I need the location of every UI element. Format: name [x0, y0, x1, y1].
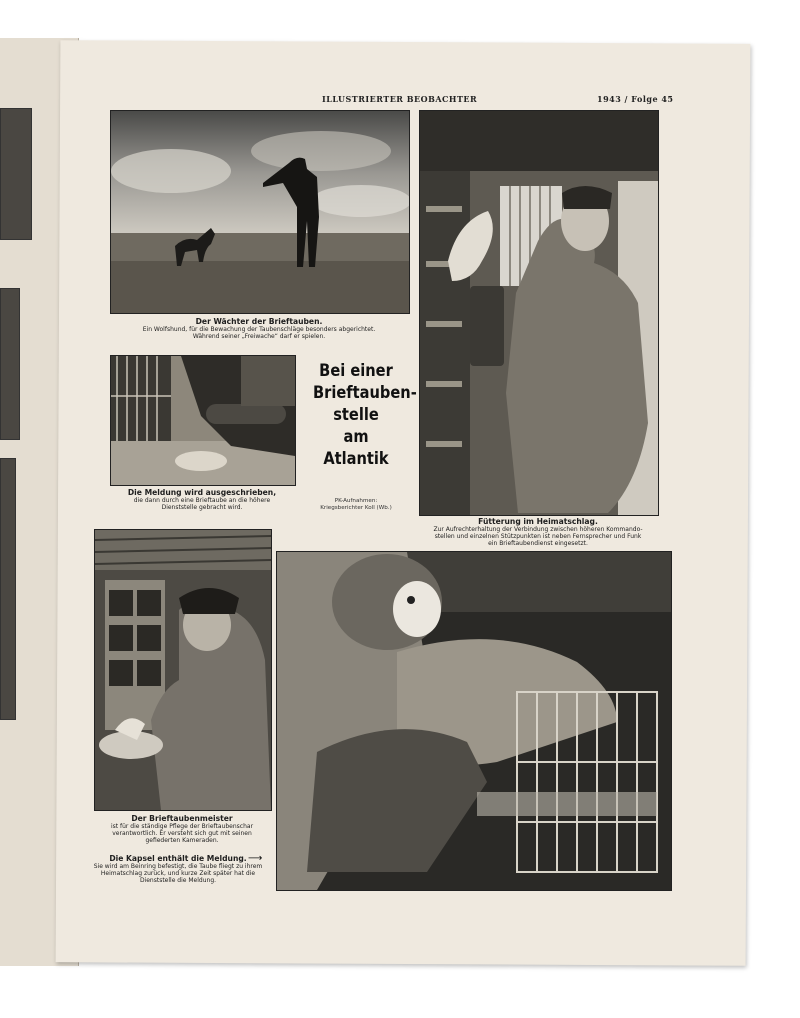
caption-capsule-line: Dienststelle die Meldung. — [139, 876, 217, 884]
arrow-icon: ⟶ — [248, 853, 263, 864]
issue-number: 1943 / Folge 45 — [597, 94, 674, 104]
caption-message-title: Die Meldung wird ausgeschrieben, — [127, 488, 277, 497]
caption-master — [94, 815, 270, 844]
caption-feeding-line: Zur Aufrechterhaltung der Verbindung zwischen höheren Kommando- — [433, 525, 643, 533]
previous-page-photo — [0, 458, 16, 720]
caption-dog-line: Ein Wolfshund, für die Bewachung der Taubenschläge besonders abgerichtet. — [142, 325, 376, 333]
previous-page-photo — [0, 288, 20, 440]
photo-pigeon-master — [94, 529, 272, 811]
caption-feeding-line: ein Brieftaubendienst eingesetzt. — [488, 539, 588, 547]
magazine-title: ILLUSTRIERTER BEOBACHTER — [322, 94, 478, 104]
caption-capsule — [86, 855, 270, 884]
caption-master-line: gefiederten Kameraden. — [145, 836, 219, 844]
caption-capsule-line: Sie wird am Beinring befestigt, die Taube fliegt zu ihrem — [93, 862, 263, 870]
caption-dog — [110, 318, 408, 341]
caption-master-line: verantwortlich. Er versteht sich gut mit seinen — [112, 829, 252, 837]
headline-line: stelle — [333, 405, 379, 426]
previous-page-photo — [0, 108, 32, 240]
article-headline — [313, 360, 417, 470]
photo-pigeon-capsule — [276, 551, 672, 891]
caption-message-line: die dann durch eine Brieftaube an die höhere — [133, 496, 271, 504]
caption-message — [110, 489, 294, 512]
headline-line: Bei einer — [319, 361, 393, 381]
caption-master-title: Der Brieftaubenmeister — [131, 814, 233, 823]
headline-line: Brieftauben- — [313, 383, 417, 404]
caption-dog-line: Während seiner „Freiwache“ darf er spielen. — [192, 332, 326, 340]
caption-feeding-line: stellen und einzelnen Stützpunkten ist neben Fernsprecher und Funk — [434, 532, 642, 540]
photo-dog-guard — [110, 110, 410, 314]
caption-capsule-title: Die Kapsel enthält die Meldung. — [109, 854, 247, 863]
photo-writing-message — [110, 355, 296, 486]
headline-line: am — [343, 427, 369, 448]
photo-feeding — [419, 110, 659, 516]
headline-line: Atlantik — [323, 449, 389, 470]
caption-feeding-title: Fütterung im Heimatschlag. — [478, 517, 598, 526]
credit-line: Kriegsberichter Koll (Wb.) — [320, 504, 392, 511]
caption-feeding — [419, 518, 657, 547]
credit-line: PK-Aufnahmen: — [334, 498, 378, 504]
caption-capsule-line: Heimatschlag zurück, und kurze Zeit später hat die — [100, 869, 256, 877]
caption-master-line: ist für die ständige Pflege der Brieftaubenschar — [110, 822, 254, 830]
caption-dog-title: Der Wächter der Brieftauben. — [195, 317, 323, 326]
photo-credit — [300, 498, 412, 511]
caption-message-line: Dienststelle gebracht wird. — [161, 503, 243, 511]
